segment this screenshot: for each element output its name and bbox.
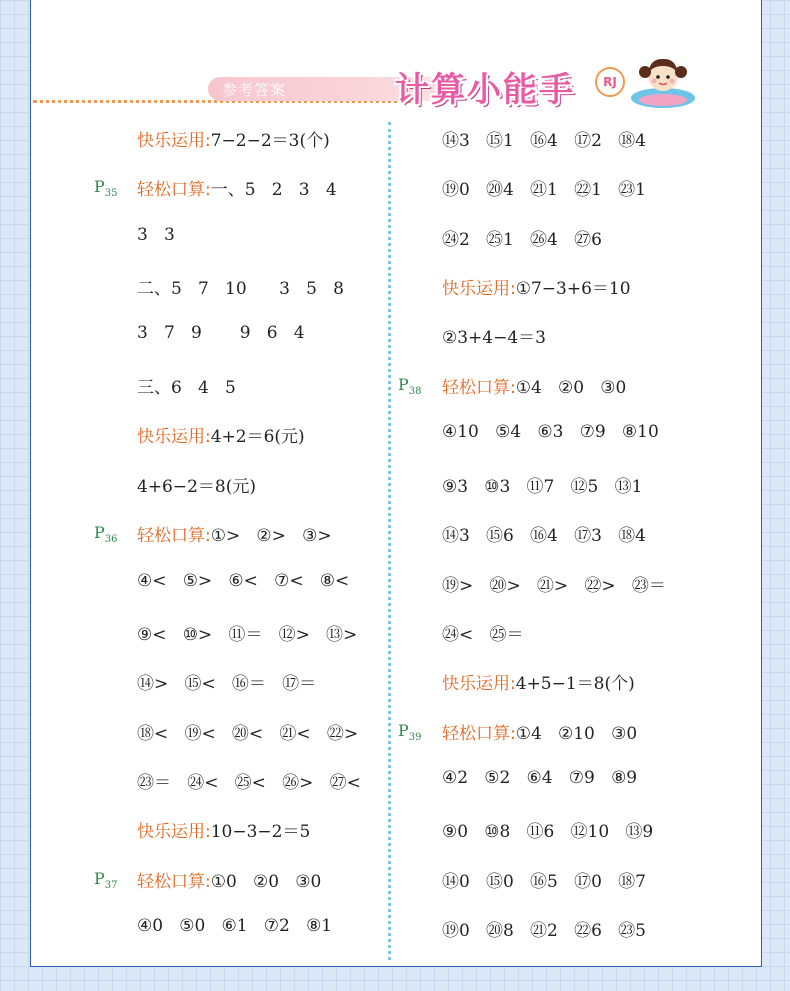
answer-line xyxy=(137,126,330,151)
header-label: 参考答案 xyxy=(222,81,287,99)
answer-text: ④2 ⑤2 ⑥4 ⑦9 ⑧9 xyxy=(442,768,638,788)
answer-text: ①> ②> ③> xyxy=(210,526,332,546)
answer-line xyxy=(137,422,305,447)
section-label: 轻松口算: xyxy=(137,180,211,200)
answer-text: 4+2＝6(元) xyxy=(210,427,305,447)
answer-line xyxy=(137,225,175,245)
answer-line xyxy=(137,571,349,591)
answer-text: ①4 ②10 ③0 xyxy=(515,724,638,744)
section-label: 轻松口算: xyxy=(442,378,516,398)
answer-line xyxy=(137,472,256,497)
answer-text: ④< ⑤> ⑥< ⑦< ⑧< xyxy=(137,571,350,591)
answer-line xyxy=(442,719,637,744)
page-ref-37: $P_{37}$ xyxy=(94,869,118,892)
answer-text: ⑲0 ⑳8 ㉑2 ㉒6 ㉓5 xyxy=(442,921,646,941)
section-label: 快乐运用: xyxy=(137,131,211,151)
answer-line xyxy=(442,373,626,398)
answer-text: ①0 ②0 ③0 xyxy=(210,872,322,892)
answer-text: ㉓＝ ㉔< ㉕< ㉖> ㉗< xyxy=(137,773,361,793)
page-ref-38: $P_{38}$ xyxy=(398,375,422,398)
answer-text: ④10 ⑤4 ⑥3 ⑦9 ⑧10 xyxy=(442,422,659,442)
answer-text: ⑨3 ⑩3 ⑪7 ⑫5 ⑬1 xyxy=(442,477,643,497)
answer-text: ⑭3 ⑮6 ⑯4 ⑰3 ⑱4 xyxy=(442,526,646,546)
answer-text: ⑨0 ⑩8 ⑪6 ⑫10 ⑬9 xyxy=(442,822,654,842)
answer-line xyxy=(137,669,316,694)
answer-line xyxy=(137,867,321,892)
answer-text: ⑭> ⑮< ⑯＝ ⑰＝ xyxy=(137,674,317,694)
edition-badge: RJ xyxy=(595,67,625,97)
answer-text: ①4 ②0 ③0 xyxy=(515,378,627,398)
answer-text: 3 7 9 9 6 4 xyxy=(137,323,305,343)
answer-line xyxy=(442,323,546,348)
answer-line xyxy=(442,225,602,250)
answer-text: ⑭0 ⑮0 ⑯5 ⑰0 ⑱7 xyxy=(442,872,646,892)
answer-line xyxy=(137,719,358,744)
answer-line xyxy=(442,669,635,694)
page-ref-39: $P_{39}$ xyxy=(398,721,422,744)
answer-line xyxy=(442,817,653,842)
section-label: 轻松口算: xyxy=(442,724,516,744)
answer-line xyxy=(442,620,523,645)
answer-line xyxy=(137,817,310,842)
answer-line xyxy=(137,521,332,546)
answer-line xyxy=(137,620,357,645)
answer-line xyxy=(442,571,666,596)
answer-line xyxy=(442,422,659,442)
answer-line xyxy=(442,175,646,200)
answer-text: ㉔< ㉕＝ xyxy=(442,625,524,645)
section-label: 快乐运用: xyxy=(137,427,211,447)
answer-line xyxy=(442,867,646,892)
page-ref-36: $P_{36}$ xyxy=(94,523,118,546)
page-ref-35: $P_{35}$ xyxy=(94,177,118,200)
answer-line xyxy=(442,274,631,299)
answer-line xyxy=(137,175,337,200)
section-label: 快乐运用: xyxy=(442,674,516,694)
answer-line xyxy=(137,323,305,343)
answer-text: 10−3−2＝5 xyxy=(210,822,311,842)
answer-text: ①7−3+6＝10 xyxy=(515,279,631,299)
column-divider xyxy=(388,122,391,960)
answer-text: ⑲> ⑳> ㉑> ㉒> ㉓＝ xyxy=(442,576,666,596)
answer-text: 三、6 4 5 xyxy=(137,378,236,398)
answer-text: 3 3 xyxy=(137,225,175,245)
brand-logo-text: 计算小能手 xyxy=(395,70,575,110)
answer-text: 7−2−2＝3(个) xyxy=(210,131,330,151)
answer-line xyxy=(442,126,646,151)
answer-text: ⑲0 ⑳4 ㉑1 ㉒1 ㉓1 xyxy=(442,180,646,200)
answer-text: ⑭3 ⑮1 ⑯4 ⑰2 ⑱4 xyxy=(442,131,646,151)
answer-line xyxy=(137,768,361,793)
section-label: 快乐运用: xyxy=(137,822,211,842)
answer-text: ⑨< ⑩> ⑪＝ ⑫> ⑬> xyxy=(137,625,358,645)
answer-text: ②3+4−4＝3 xyxy=(442,328,546,348)
answer-text: 一、5 2 3 4 xyxy=(210,180,337,200)
answer-line xyxy=(442,472,642,497)
section-label: 轻松口算: xyxy=(137,872,211,892)
answer-line xyxy=(137,916,332,936)
answer-line xyxy=(442,521,646,546)
answer-line xyxy=(442,768,637,788)
answer-text: ⑱< ⑲< ⑳< ㉑< ㉒> xyxy=(137,724,359,744)
girl-mascot-icon xyxy=(628,50,698,110)
answer-text: 二、5 7 10 3 5 8 xyxy=(137,279,344,299)
answer-text: ㉔2 ㉕1 ㉖4 ㉗6 xyxy=(442,230,602,250)
answer-text: 4+5−1＝8(个) xyxy=(515,674,635,694)
answer-text: 4+6−2＝8(元) xyxy=(137,477,257,497)
section-label: 轻松口算: xyxy=(137,526,211,546)
answer-line xyxy=(137,373,236,398)
answer-text: ④0 ⑤0 ⑥1 ⑦2 ⑧1 xyxy=(137,916,333,936)
answer-line xyxy=(137,274,344,299)
answer-line xyxy=(442,916,646,941)
section-label: 快乐运用: xyxy=(442,279,516,299)
